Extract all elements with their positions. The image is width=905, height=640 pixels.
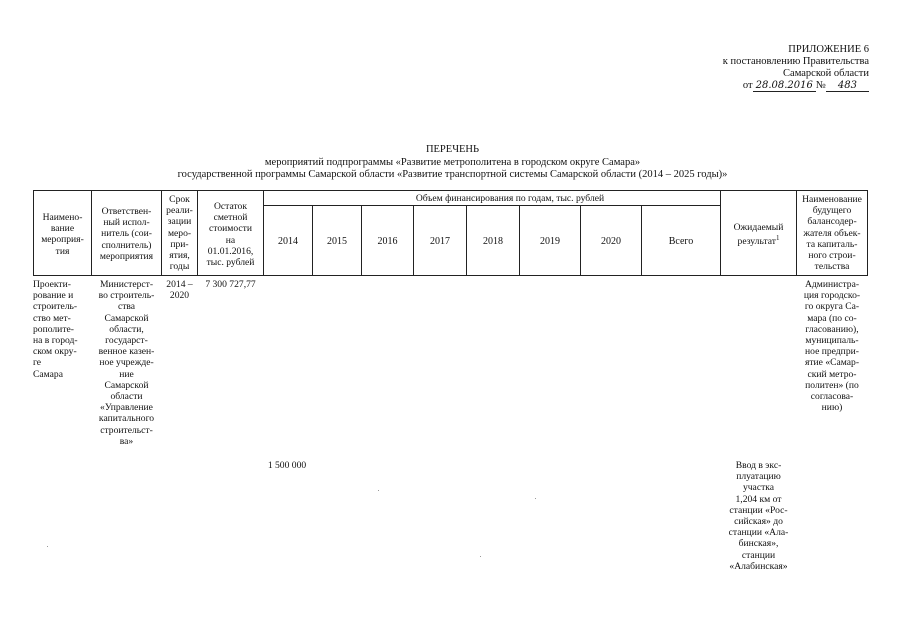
header-result-footnote: 1 [775,234,780,243]
scan-speck [535,498,536,499]
header-result [721,222,796,248]
row-period: 2014 – 2020 [166,279,193,302]
header-funding: Объем финансирования по годам, тыс. рублей [415,193,605,204]
scan-speck [480,556,481,557]
header-name: Наимено- вание мероприя- тия [41,212,84,257]
header-holder: Наименование будущего балансодер- жателя объек- та капиталь- ного строи- тельства [802,194,862,273]
scan-speck [378,490,379,491]
grid-top-line [33,190,868,191]
row-executor: Министерст- во строитель- ства Самарской области, государст- венное казен- ное учрежде- ние Самарской области «Управление капитального строительст- ва» [98,279,155,447]
year-header-2015: 2015 [327,236,347,247]
header-executor: Ответствен- ный испол- нитель (сои- сполнитель) мероприятия [99,206,154,262]
year-header-2019: 2019 [540,236,560,247]
appendix-line-3: Самарской области [783,68,869,79]
scan-speck [47,546,48,547]
document-heading [0,144,905,182]
year-header-2014: 2014 [278,236,298,247]
year-header-2020: 2020 [601,236,621,247]
year-header-2018: 2018 [483,236,503,247]
handwritten-date: 28.08.2016 [753,80,816,92]
grid-v-14 [867,190,868,276]
header-period: Срок реали- зации меро- при- ятия, годы [166,194,193,273]
year-header-2016: 2016 [377,236,398,247]
year-header-total: Всего [668,236,694,247]
appendix-line-2: к постановлению Правительства [722,56,869,67]
year-header-2017: 2017 [430,236,450,247]
header-balance: Остаток сметной стоимости на 01.01.2016, тыс. рублей [206,201,255,269]
row-balance: 7 300 727,77 [205,279,256,290]
heading-line-2: мероприятий подпрограммы «Развитие метрополитена в городском округе Самара» [264,156,641,168]
appendix-date-line [723,80,869,92]
grid-funding-sub-line [263,205,720,206]
grid-v-4 [263,190,264,276]
row-name: Проекти- рование и строитель- ство мет- рополите- на в город- ском окру- ге Самара [33,279,78,380]
row-amount-2014: 1 500 000 [267,460,307,471]
handwritten-number: 483 [826,80,869,92]
header-result-text: Ожидаемый результат [733,222,784,248]
heading-line-3: государственной программы Самарской области «Развитие транспортной системы Самарской области (2014 – 2025 годы)» [177,169,728,180]
heading-title: ПЕРЕЧЕНЬ [425,144,480,155]
appendix-block [723,44,869,92]
appendix-title: ПРИЛОЖЕНИЕ 6 [788,44,869,55]
number-label: № [815,80,826,91]
grid-header-bottom-line [33,275,868,276]
from-label: от [742,80,753,91]
row-result: Ввод в экс- плуатацию участка 1,204 км от станции «Рос- сийская» до станции «Ала- бинская», станции «Алабинская» [728,460,789,572]
row-holder: Администра- ция городско- го округа Са- мара (по со- гласованию), муниципаль- ное предпри- ятие «Самар- ский метро- политен» (по согласова- нию) [803,279,861,414]
